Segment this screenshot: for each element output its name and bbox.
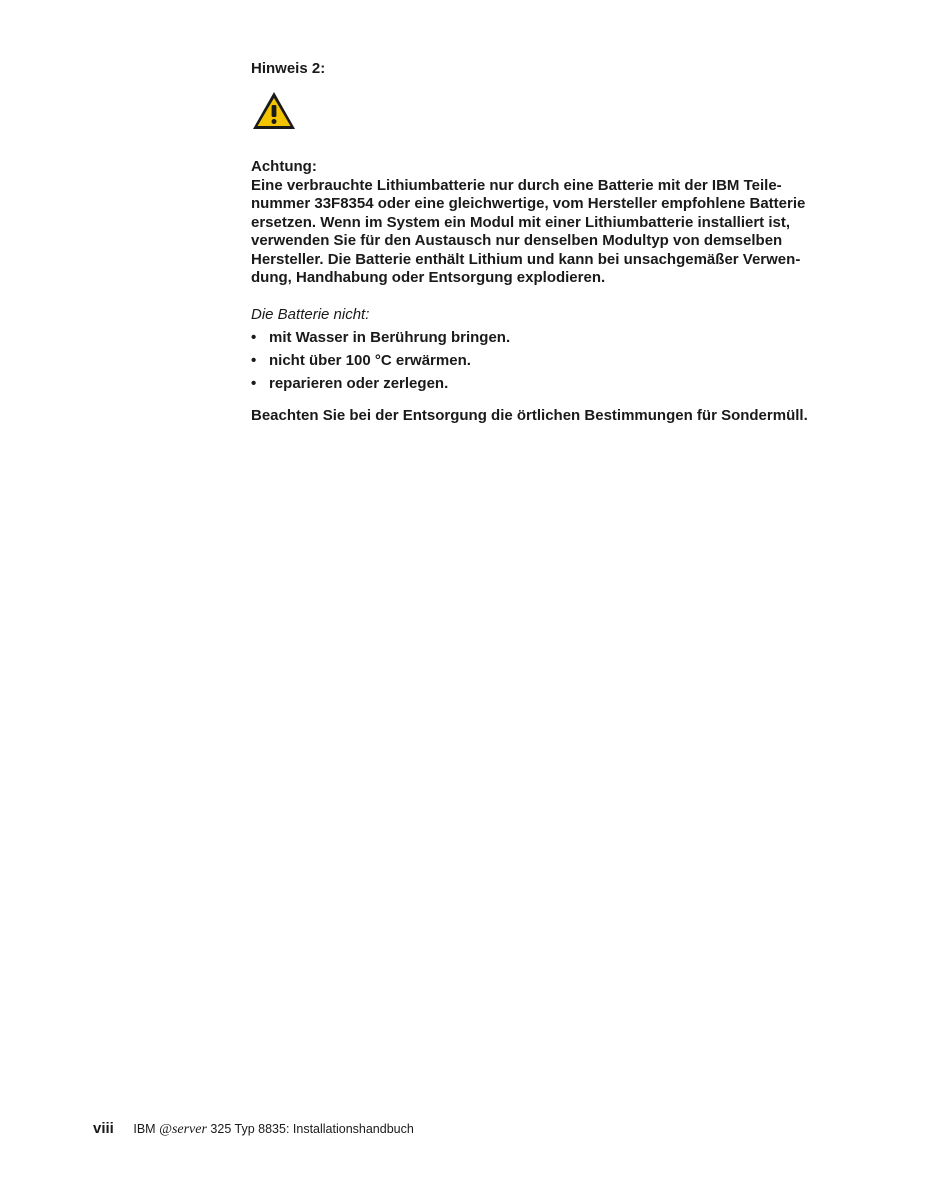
- list-item: [251, 375, 841, 393]
- closing-text: Beachten Sie bei der Entsorgung die örtlichen Bestimmungen für Sondermüll.: [251, 406, 808, 424]
- notice-heading: Hinweis 2:: [251, 60, 326, 77]
- list-intro: Die Batterie nicht:: [251, 305, 370, 323]
- footer-brand: IBM: [133, 1122, 156, 1136]
- attention-line: Eine verbrauchte Lithiumbatterie nur durch eine Batterie mit der IBM Teile-: [251, 176, 782, 194]
- footer-title: 325 Typ 8835: Installationshandbuch: [210, 1122, 414, 1136]
- warning-triangle-icon: [251, 90, 297, 132]
- document-body: [251, 60, 841, 425]
- list-item-text: mit Wasser in Berührung bringen.: [269, 328, 511, 346]
- attention-label: Achtung:: [251, 158, 317, 175]
- page-footer: [93, 1120, 414, 1139]
- warning-exclamation-dot: [272, 119, 277, 124]
- list-item-text: reparieren oder zerlegen.: [269, 374, 449, 392]
- page-number: viii: [93, 1120, 114, 1137]
- battery-list: [251, 329, 841, 393]
- warning-exclamation-bar: [272, 105, 277, 117]
- bullet: •: [251, 374, 257, 392]
- attention-line: ersetzen. Wenn im System ein Modul mit einer Lithiumbatterie installiert ist,: [251, 213, 791, 231]
- list-item: [251, 352, 841, 370]
- bullet: •: [251, 328, 257, 346]
- footer-product: @server: [159, 1122, 207, 1137]
- list-item: [251, 329, 841, 347]
- list-item-text: nicht über 100 °C erwärmen.: [269, 351, 471, 369]
- bullet: •: [251, 351, 257, 369]
- attention-line: dung, Handhabung oder Entsorgung explodieren.: [251, 269, 606, 286]
- attention-line: nummer 33F8354 oder eine gleichwertige, vom Hersteller empfohlene Batterie: [251, 195, 806, 212]
- attention-line: Hersteller. Die Batterie enthält Lithium und kann bei unsachgemäßer Verwen-: [251, 250, 801, 268]
- attention-line: verwenden Sie für den Austausch nur denselben Modultyp von demselben: [251, 232, 783, 249]
- attention-text: [251, 177, 841, 288]
